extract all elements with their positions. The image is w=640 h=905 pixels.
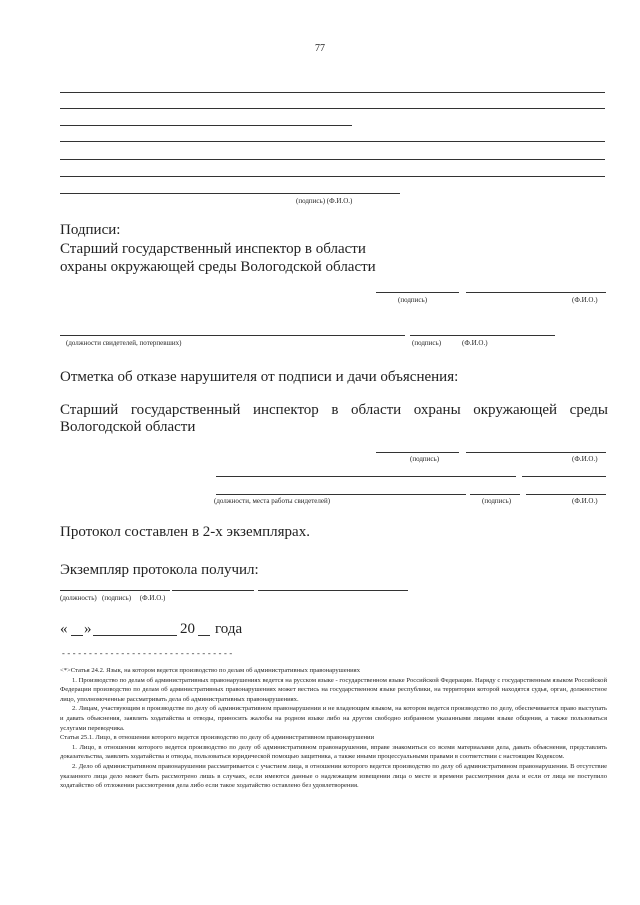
signatures-heading: Подписи: bbox=[60, 222, 121, 238]
refusal-witness-fio-line bbox=[526, 494, 606, 495]
refusal-witness-sign-line bbox=[470, 494, 520, 495]
footnote-art-24-2-p2: 2. Лицам, участвующим в производстве по делу об административном правонарушении и не владеющим языком, на котором ведется производство по делу, обеспечивается право выступать и давать объяснения, заявлять ходатайства и отводы, приносить жалобы на родном языке либо на другом свободно избранном указанными лицами языке общения, а также пользоваться услугами переводчика. bbox=[60, 705, 607, 732]
refusal-inspector-line1: Старший государственный инспектор в области охраны окружающей среды bbox=[60, 402, 608, 418]
signature-line bbox=[376, 292, 459, 293]
refusal-sign-line bbox=[376, 452, 459, 453]
witness-work-label: (должности, места работы свидетелей) bbox=[214, 497, 331, 505]
date-year-prefix: 20 bbox=[180, 621, 195, 637]
witness-position-label: (должности свидетелей, потерпевших) bbox=[66, 339, 182, 347]
date-day-line bbox=[71, 635, 83, 636]
refusal-inspector-line2: Вологодской области bbox=[60, 419, 196, 435]
blank-line bbox=[60, 193, 400, 194]
refusal-witness-sign-label: (подпись) bbox=[482, 497, 512, 505]
fio-line bbox=[466, 292, 606, 293]
footnote-separator: -------------------------------- bbox=[61, 650, 234, 659]
date-year-suffix: года bbox=[215, 621, 243, 637]
received-heading: Экземпляр протокола получил: bbox=[60, 562, 259, 578]
footnote-art-24-2-p1: 1. Производство по делам об административных правонарушениях ведется на русском языке - государственном языке Российской Федерации. Наряду с государственным языком Российской Федерации производство по делам об административных правонарушениях может вестись на государственном языке республики, на территории которой находятся судья, орган, должностное лицо, уполномоченные рассматривать дела об административных правонарушениях. bbox=[60, 676, 607, 703]
witness-sign-label: (подпись) bbox=[412, 339, 442, 347]
blank-line bbox=[60, 108, 605, 109]
blank-line bbox=[60, 125, 352, 126]
refusal-fio-line bbox=[466, 452, 606, 453]
date-close-quote: » bbox=[84, 621, 92, 637]
footnote-art-25-1-title: Статья 25.1. Лицо, в отношении которого ведется производство по делу об административном правонарушении bbox=[60, 734, 375, 742]
refusal-witness-fio-label: (Ф.И.О.) bbox=[572, 497, 598, 505]
footnotes bbox=[60, 666, 607, 791]
received-fio-line bbox=[258, 590, 408, 591]
sign-label: (подпись) bbox=[398, 296, 428, 304]
blank-line bbox=[60, 92, 605, 93]
date-year-line bbox=[198, 635, 210, 636]
footnote-art-24-2-title: <*>Статья 24.2. Язык, на котором ведется производство по делам об административных правонарушениях bbox=[60, 667, 361, 674]
witness-sign-line bbox=[410, 335, 555, 336]
inspector-title-line2: охраны окружающей среды Вологодской области bbox=[60, 259, 376, 275]
page-number: 77 bbox=[315, 43, 325, 54]
date-open-quote: « bbox=[60, 621, 68, 637]
refusal-witness-line-2 bbox=[522, 476, 606, 477]
refusal-heading: Отметка об отказе нарушителя от подписи и дачи объяснения: bbox=[60, 369, 459, 385]
received-sign-line bbox=[172, 590, 254, 591]
footnote-art-25-1-p1: 1. Лицо, в отношении которого ведется производство по делу об административном правонарушении, вправе знакомиться со всеми материалами дела, давать объяснения, представлять доказательства, заявлять ходатайства и отводы, пользоваться юридической помощью защитника, а также иными процессуальными правами в соответствии с настоящим Кодексом. bbox=[60, 743, 607, 761]
copies-text: Протокол составлен в 2-х экземплярах. bbox=[60, 524, 310, 540]
signature-caption: (подпись) (Ф.И.О.) bbox=[296, 197, 353, 205]
refusal-witness-line-3 bbox=[216, 494, 466, 495]
received-position-line bbox=[60, 590, 170, 591]
blank-line bbox=[60, 141, 605, 142]
blank-line bbox=[60, 176, 605, 177]
footnote-art-25-1-p2: 2. Дело об административном правонарушении рассматривается с участием лица, в отношении которого ведется производство по делу об административном правонарушении. В отсутствие указанного лица дело может быть рассмотрено лишь в случаях, если имеются данные о надлежащем извещении лица о месте и времени рассмотрения дела и если от лица не поступило ходатайство об отложении рассмотрения дела либо если такое ходатайство оставлено без удовлетворения. bbox=[60, 762, 607, 790]
inspector-title-line1: Старший государственный инспектор в области bbox=[60, 241, 366, 257]
refusal-witness-line bbox=[216, 476, 516, 477]
fio-label: (Ф.И.О.) bbox=[572, 296, 598, 304]
received-caption: (должность) (подпись) (Ф.И.О.) bbox=[60, 594, 166, 602]
witness-fio-label: (Ф.И.О.) bbox=[462, 339, 488, 347]
blank-line bbox=[60, 159, 605, 160]
refusal-fio-label: (Ф.И.О.) bbox=[572, 455, 598, 463]
date-month-line bbox=[93, 635, 177, 636]
witness-line bbox=[60, 335, 405, 336]
refusal-sign-label: (подпись) bbox=[410, 455, 440, 463]
